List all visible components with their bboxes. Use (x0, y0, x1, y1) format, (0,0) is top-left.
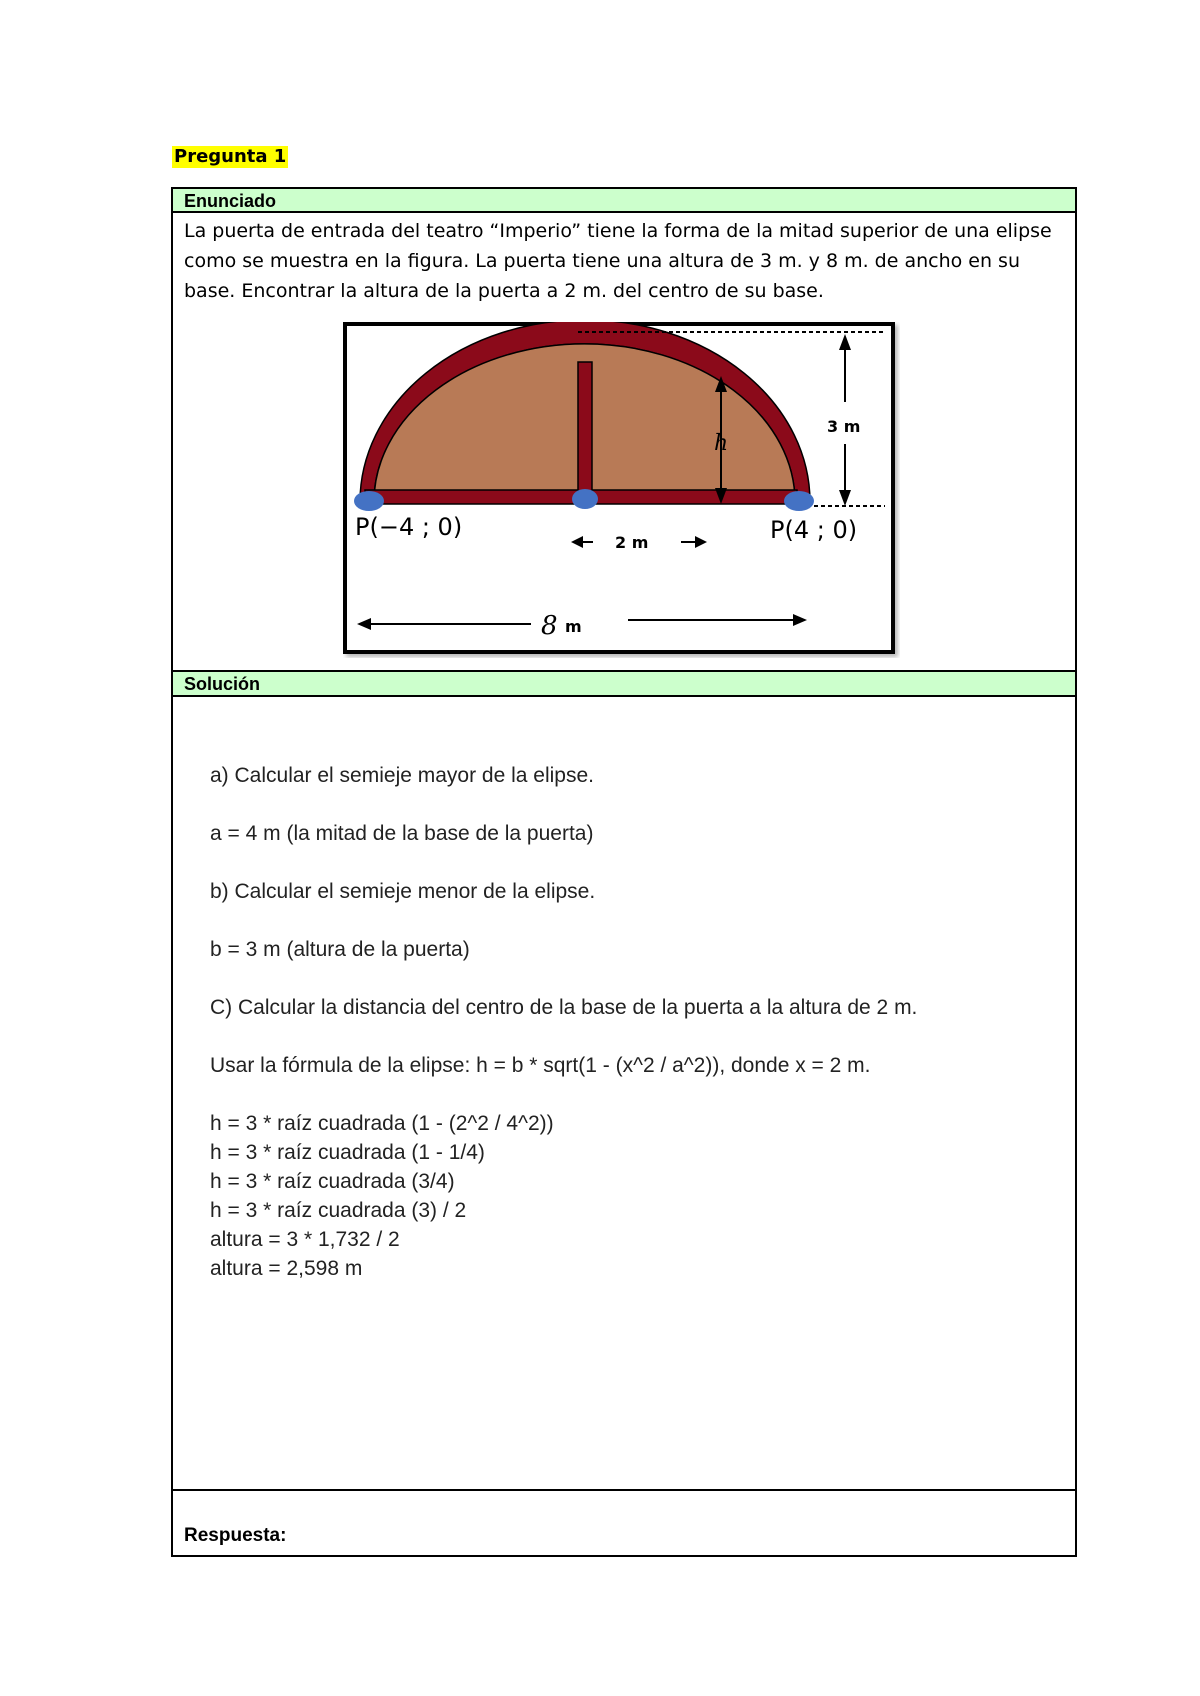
solution-line: b = 3 m (altura de la puerta) (210, 938, 470, 961)
statement-line: base. Encontrar la altura de la puerta a 2 m. del centro de su base. (184, 280, 824, 302)
label-8m-unit: m (565, 617, 582, 636)
label-3m: 3 m (827, 417, 861, 436)
question-table (171, 187, 1077, 1557)
statement-line: La puerta de entrada del teatro “Imperio” tiene la forma de la mitad superior de una elipse (184, 220, 1052, 242)
solution-line: b) Calcular el semieje menor de la elipse. (210, 880, 596, 903)
point-center (572, 489, 598, 509)
statement-text (184, 216, 1064, 306)
point-left (354, 491, 384, 511)
enunciado-header: Enunciado (173, 189, 1075, 213)
label-point-left: P(−4 ; 0) (355, 513, 463, 541)
solution-line: h = 3 * raíz cuadrada (3) / 2 (210, 1199, 467, 1222)
solution-line: h = 3 * raíz cuadrada (1 - 1/4) (210, 1141, 485, 1164)
point-right (784, 491, 814, 511)
solution-line: C) Calcular la distancia del centro de la base de la puerta a la altura de 2 m. (210, 996, 918, 1019)
solution-line: h = 3 * raíz cuadrada (1 - (2^2 / 4^2)) (210, 1112, 554, 1135)
label-h: h (714, 431, 729, 456)
solucion-header: Solución (173, 670, 1075, 697)
label-2m: 2 m (615, 533, 649, 552)
respuesta-divider (173, 1489, 1075, 1491)
solution-line: a) Calcular el semieje mayor de la elipse. (210, 764, 594, 787)
solution-line: altura = 3 * 1,732 / 2 (210, 1228, 400, 1251)
door-post (578, 362, 592, 492)
respuesta-label: Respuesta: (184, 1525, 287, 1546)
label-8m-number: 8 (541, 611, 558, 641)
solution-body (210, 761, 917, 1283)
door-figure (343, 322, 900, 658)
label-point-right: P(4 ; 0) (770, 516, 858, 544)
solution-line: Usar la fórmula de la elipse: h = b * sqrt(1 - (x^2 / a^2)), donde x = 2 m. (210, 1054, 871, 1077)
question-title: Pregunta 1 (174, 146, 287, 167)
solution-line: a = 4 m (la mitad de la base de la puerta) (210, 822, 594, 845)
statement-line: como se muestra en la figura. La puerta tiene una altura de 3 m. y 8 m. de ancho en su (184, 250, 1020, 272)
solution-line: altura = 2,598 m (210, 1257, 363, 1280)
solution-line: h = 3 * raíz cuadrada (3/4) (210, 1170, 455, 1193)
